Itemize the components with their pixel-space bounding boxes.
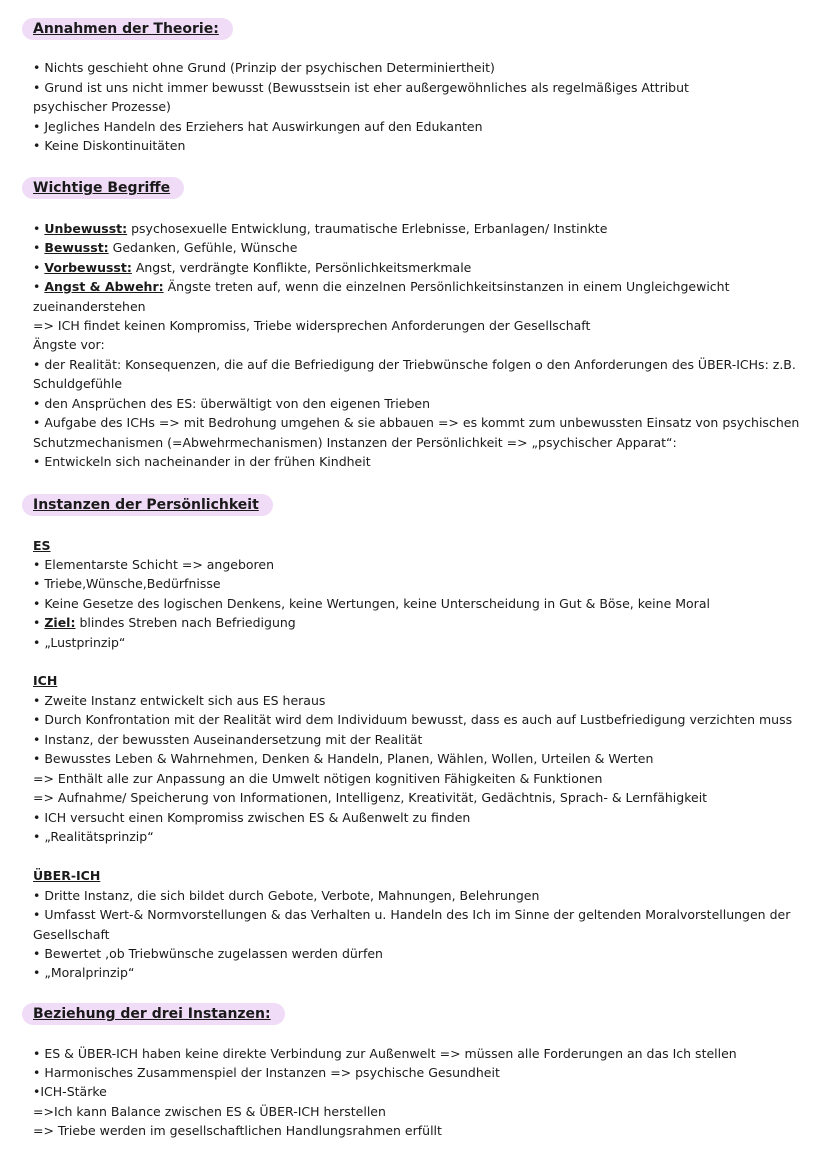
text-line: • der Realität: Konsequenzen, die auf die Befriedigung der Triebwünsche folgen o den Anforderungen des ÜBER-ICHs: z.B.	[33, 357, 796, 372]
term-line-vorbewusst: • Vorbewusst: Angst, verdrängte Konflikte, Persönlichkeitsmerkmale	[33, 260, 472, 275]
text-line: => Aufnahme/ Speicherung von Informationen, Intelligenz, Kreativität, Gedächtnis, Sprach- & Lernfähigkeit	[33, 790, 708, 805]
subheading-ueber-ich: ÜBER-ICH	[33, 868, 101, 883]
term-line-angst: • Angst & Abwehr: Ängste treten auf, wenn die einzelnen Persönlichkeitsinstanzen in einem Ungleichgewicht	[33, 279, 730, 294]
text-line: psychischer Prozesse)	[33, 99, 171, 114]
text-line: • ES & ÜBER-ICH haben keine direkte Verbindung zur Außenwelt => müssen alle Forderungen an das Ich stellen	[33, 1046, 737, 1061]
text-line: • Nichts geschieht ohne Grund (Prinzip der psychischen Determiniertheit)	[33, 60, 495, 75]
text-line: • Bewertet ,ob Triebwünsche zugelassen werden dürfen	[33, 946, 383, 961]
ziel-line: • Ziel: blindes Streben nach Befriedigung	[33, 615, 296, 630]
text-line: • Instanz, der bewussten Auseinandersetzung mit der Realität	[33, 732, 423, 747]
heading-beziehung: Beziehung der drei Instanzen:	[22, 1003, 285, 1025]
text-line: •ICH-Stärke	[33, 1084, 107, 1099]
term-ziel: Ziel:	[44, 615, 76, 630]
term-text: Gedanken, Gefühle, Wünsche	[108, 240, 298, 255]
heading-instanzen: Instanzen der Persönlichkeit	[22, 494, 273, 516]
text-line: • „Moralprinzip“	[33, 965, 135, 980]
term-text: psychosexuelle Entwicklung, traumatische Erlebnisse, Erbanlagen/ Instinkte	[127, 221, 608, 236]
term-line-bewusst: • Bewusst: Gedanken, Gefühle, Wünsche	[33, 240, 298, 255]
term-bewusst: Bewusst:	[44, 240, 109, 255]
text-line: • Zweite Instanz entwickelt sich aus ES heraus	[33, 693, 326, 708]
term-text: Angst, verdrängte Konflikte, Persönlichkeitsmerkmale	[131, 260, 472, 275]
text-line: • den Ansprüchen des ES: überwältigt von den eigenen Trieben	[33, 396, 430, 411]
text-line: => Enthält alle zur Anpassung an die Umwelt nötigen kognitiven Fähigkeiten & Funktionen	[33, 771, 603, 786]
text-line: =>Ich kann Balance zwischen ES & ÜBER-ICH herstellen	[33, 1104, 386, 1119]
text-line: • Harmonisches Zusammenspiel der Instanzen => psychische Gesundheit	[33, 1065, 500, 1080]
text-line: Ängste vor:	[33, 337, 105, 352]
subheading-es: ES	[33, 538, 51, 553]
text-line: • Entwickeln sich nacheinander in der frühen Kindheit	[33, 454, 371, 469]
text-line: • Bewusstes Leben & Wahrnehmen, Denken & Handeln, Planen, Wählen, Wollen, Urteilen & Werten	[33, 751, 654, 766]
term-vorbewusst: Vorbewusst:	[44, 260, 132, 275]
text-line: Gesellschaft	[33, 927, 110, 942]
text-line: Schutzmechanismen (=Abwehrmechanismen) Instanzen der Persönlichkeit => „psychischer Apparat“:	[33, 435, 677, 450]
text-line: • Triebe,Wünsche,Bedürfnisse	[33, 576, 221, 591]
text-line: • Umfasst Wert-& Normvorstellungen & das Verhalten u. Handeln des Ich im Sinne der geltenden Moralvorstellungen der	[33, 907, 791, 922]
text-line: zueinanderstehen	[33, 299, 146, 314]
subheading-ich: ICH	[33, 673, 58, 688]
text-line: • Keine Gesetze des logischen Denkens, keine Wertungen, keine Unterscheidung in Gut & Böse, keine Moral	[33, 596, 710, 611]
text-line: • „Realitätsprinzip“	[33, 829, 154, 844]
text-line: • ICH versucht einen Kompromiss zwischen ES & Außenwelt zu finden	[33, 810, 471, 825]
text-line: => Triebe werden im gesellschaftlichen Handlungsrahmen erfüllt	[33, 1123, 442, 1138]
term-text: blindes Streben nach Befriedigung	[75, 615, 296, 630]
text-line: • Keine Diskontinuitäten	[33, 138, 186, 153]
text-line: • Dritte Instanz, die sich bildet durch Gebote, Verbote, Mahnungen, Belehrungen	[33, 888, 540, 903]
text-line: • Durch Konfrontation mit der Realität wird dem Individuum bewusst, dass es auch auf Lustbefriedigung verzichten muss	[33, 712, 793, 727]
heading-annahmen: Annahmen der Theorie:	[22, 18, 233, 40]
text-line: • Jegliches Handeln des Erziehers hat Auswirkungen auf den Edukanten	[33, 119, 483, 134]
term-unbewusst: Unbewusst:	[44, 221, 128, 236]
term-angst-abwehr: Angst & Abwehr:	[44, 279, 164, 294]
text-line: • Grund ist uns nicht immer bewusst (Bewusstsein ist eher außergewöhnliches als regelmäßiges Attribut	[33, 80, 689, 95]
term-text: Ängste treten auf, wenn die einzelnen Persönlichkeitsinstanzen in einem Ungleichgewicht	[163, 279, 730, 294]
heading-begriffe: Wichtige Begriffe	[22, 177, 184, 199]
text-line: • „Lustprinzip“	[33, 635, 126, 650]
text-line: => ICH findet keinen Kompromiss, Triebe widersprechen Anforderungen der Gesellschaft	[33, 318, 591, 333]
text-line: • Aufgabe des ICHs => mit Bedrohung umgehen & sie abbauen => es kommt zum unbewussten Einsatz von psychischen	[33, 415, 800, 430]
term-line-unbewusst: • Unbewusst: psychosexuelle Entwicklung, traumatische Erlebnisse, Erbanlagen/ Instinkte	[33, 221, 608, 236]
text-line: Schuldgefühle	[33, 376, 123, 391]
text-line: • Elementarste Schicht => angeboren	[33, 557, 275, 572]
